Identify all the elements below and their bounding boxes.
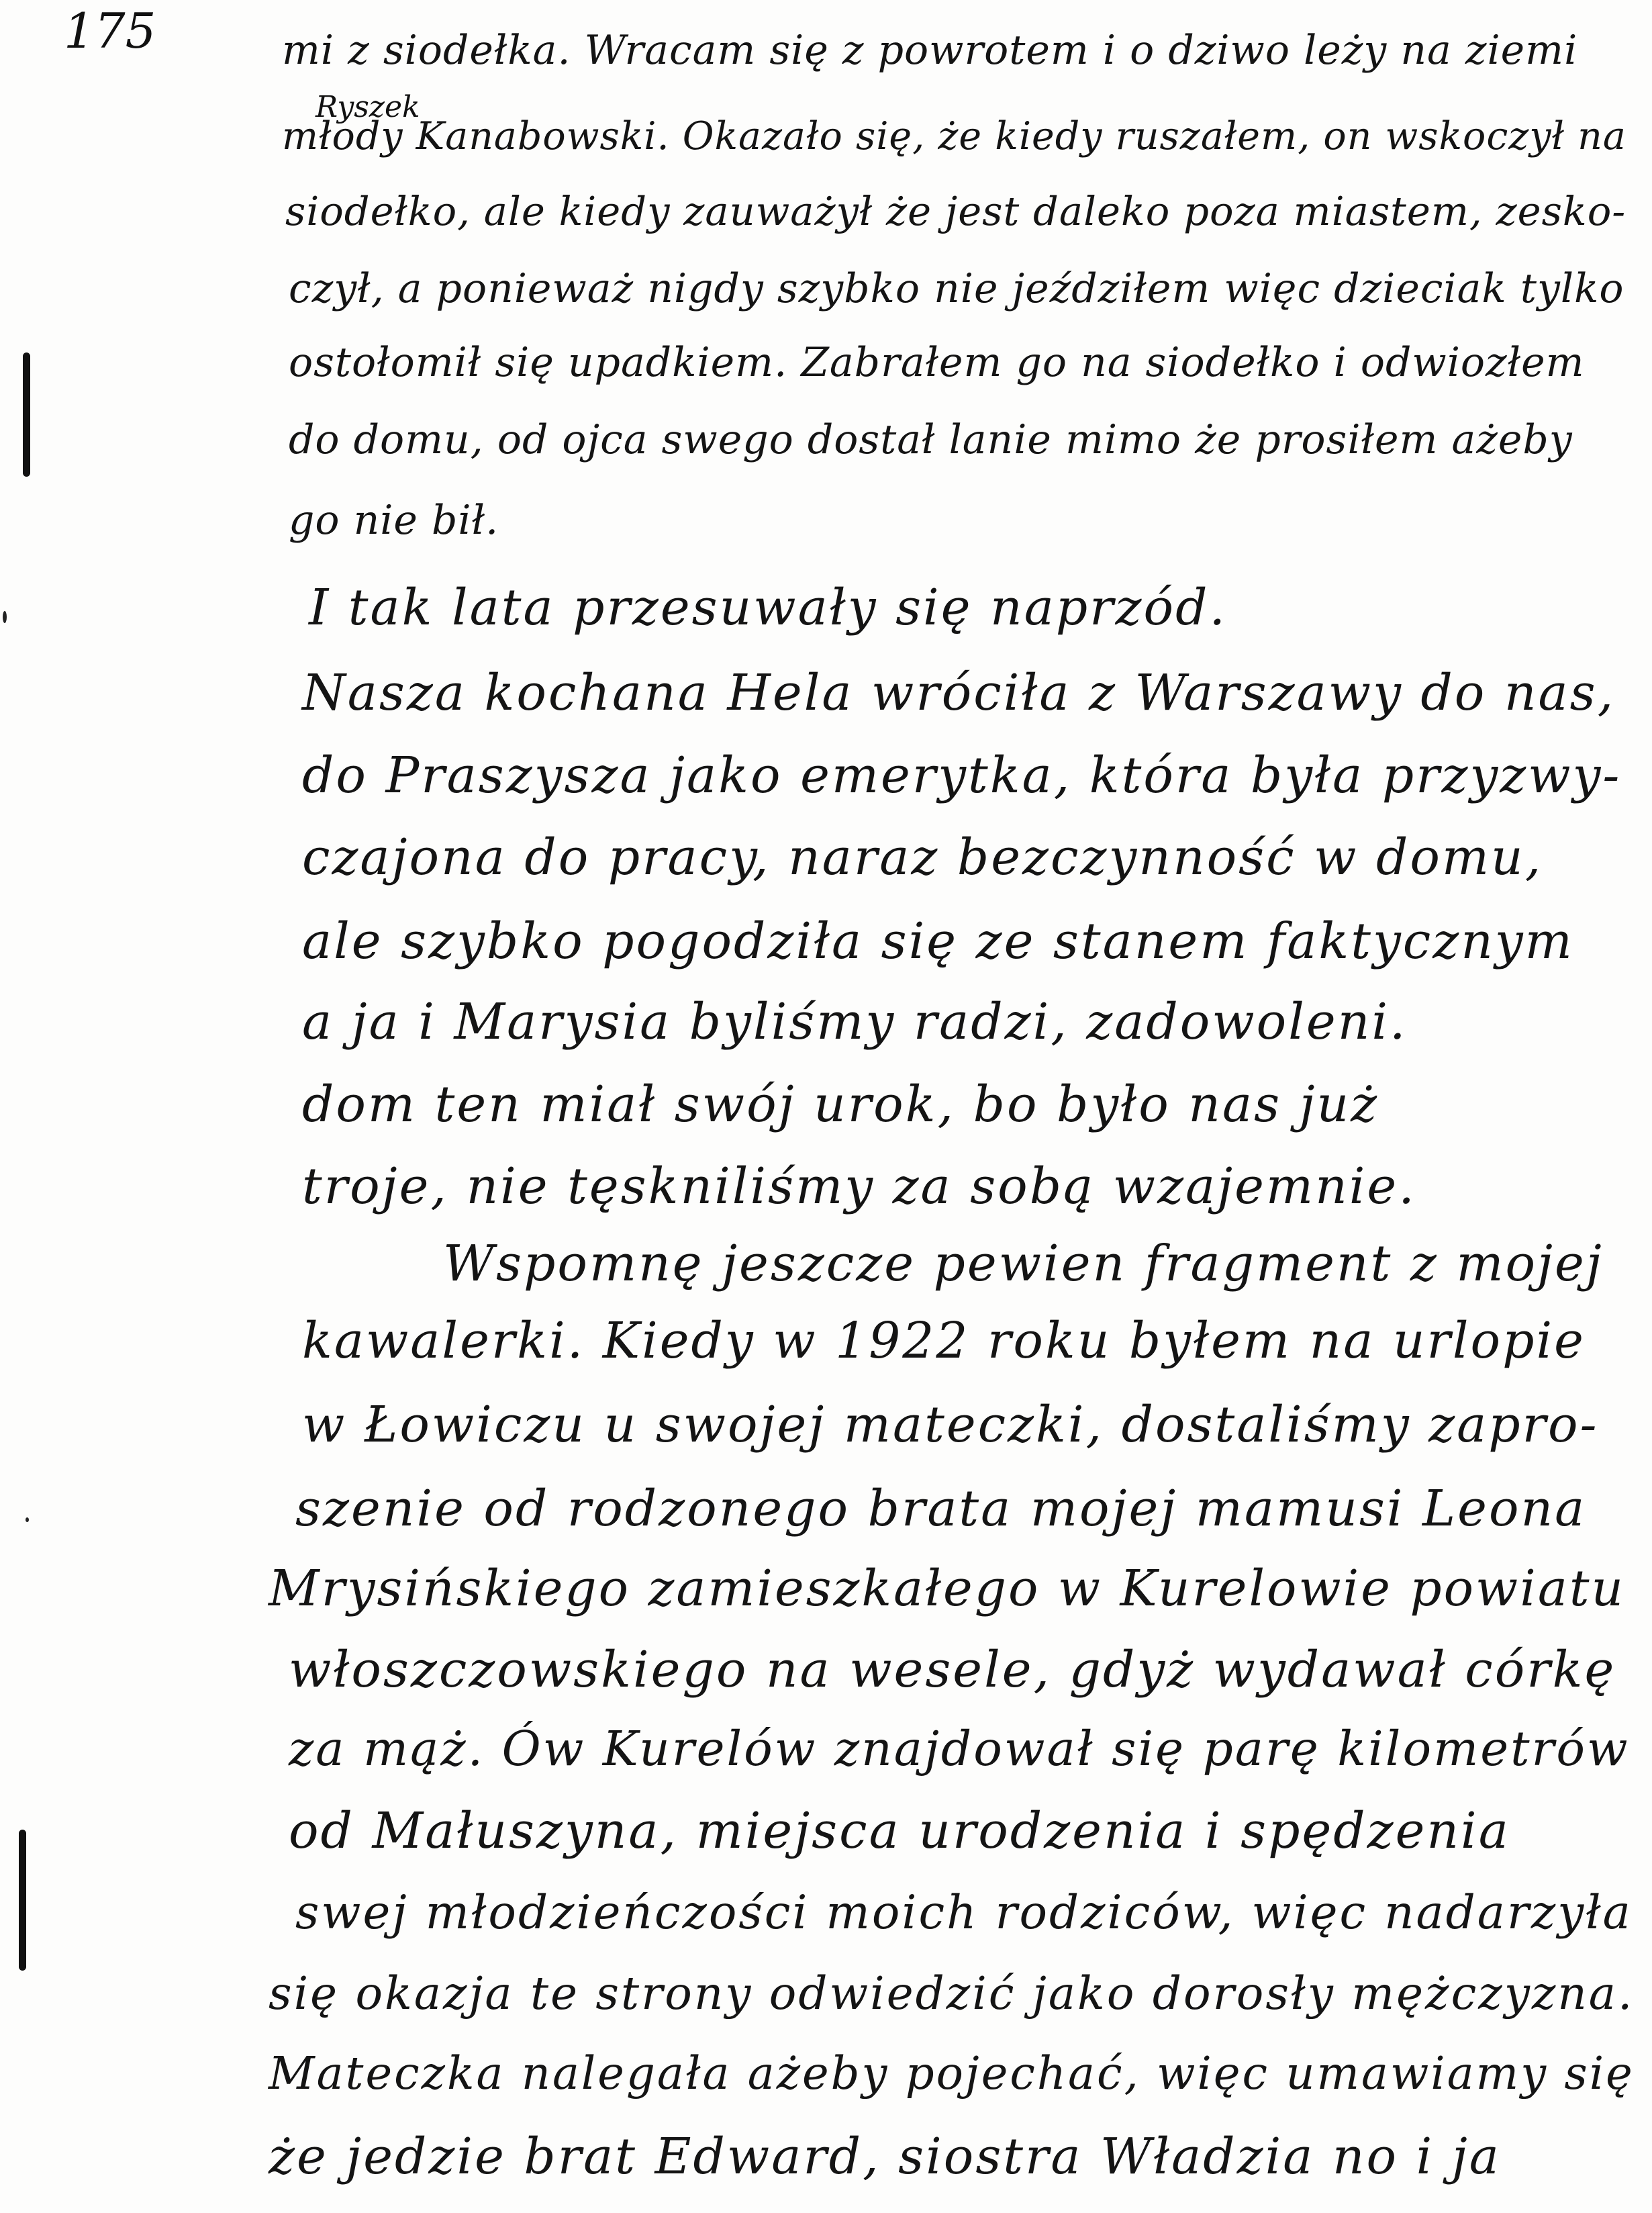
text-line: czył, a ponieważ nigdy szybko nie jeździłem więc dzieciak tylko	[289, 265, 1624, 312]
text-line: do Praszysza jako emerytka, która była przyzwy-	[302, 747, 1622, 804]
text-line: dom ten miał swój urok, bo było nas już	[302, 1076, 1379, 1133]
text-line: włoszczowskiego na wesele, gdyż wydawał córkę	[289, 1641, 1616, 1699]
text-line: od Małuszyna, miejsca urodzenia i spędzenia	[289, 1802, 1510, 1860]
page-number: 175	[64, 3, 156, 59]
text-line: swej młodzieńczości moich rodziców, więc nadarzyła	[295, 1886, 1633, 1940]
text-line: się okazja te strony odwiedzić jako dorosły mężczyzna.	[269, 1967, 1635, 2020]
text-line: Mateczka nalegała ażeby pojechać, więc umawiamy się	[269, 2047, 1635, 2100]
interlinear-insertion: Ryszek	[315, 90, 420, 124]
text-line: kawalerki. Kiedy w 1922 roku byłem na urlopie	[302, 1312, 1586, 1370]
text-line: mi z siodełka. Wracam się z powrotem i o dziwo leży na ziemi	[282, 27, 1578, 74]
text-line: ale szybko pogodziła się ze stanem faktycznym	[302, 912, 1574, 970]
text-line: a ja i Marysia byliśmy radzi, zadowoleni.	[302, 993, 1408, 1051]
text-line: go nie bił.	[289, 497, 499, 544]
text-line: szenie od rodzonego brata mojej mamusi Leona	[295, 1480, 1587, 1538]
text-line: w Łowiczu u swojej mateczki, dostaliśmy zapro-	[302, 1396, 1599, 1454]
text-line: Wspomnę jeszcze pewien fragment z mojej	[443, 1235, 1604, 1292]
text-line: I tak lata przesuwały się naprzód.	[309, 579, 1227, 637]
text-line: Nasza kochana Hela wróciła z Warszawy do nas,	[302, 664, 1616, 722]
text-line: Mrysińskiego zamieszkałego w Kurelowie powiatu	[269, 1560, 1626, 1617]
text-line: do domu, od ojca swego dostał lanie mimo że prosiłem ażeby	[289, 416, 1573, 463]
text-line: czajona do pracy, naraz bezczynność w domu,	[302, 829, 1543, 886]
text-line: siodełko, ale kiedy zauważył że jest daleko poza miastem, zesko-	[285, 188, 1626, 234]
text-line: że jedzie brat Edward, siostra Władzia no i ja	[269, 2128, 1501, 2185]
text-line: ostołomił się upadkiem. Zabrałem go na siodełko i odwiozłem	[289, 339, 1585, 386]
text-line: troje, nie tęskniliśmy za sobą wzajemnie.	[302, 1158, 1416, 1215]
text-line: młody Kanabowski. Okazało się, że kiedy ruszałem, on wskoczył na	[282, 114, 1626, 158]
text-line: za mąż. Ów Kurelów znajdował się parę kilometrów	[289, 1721, 1630, 1777]
